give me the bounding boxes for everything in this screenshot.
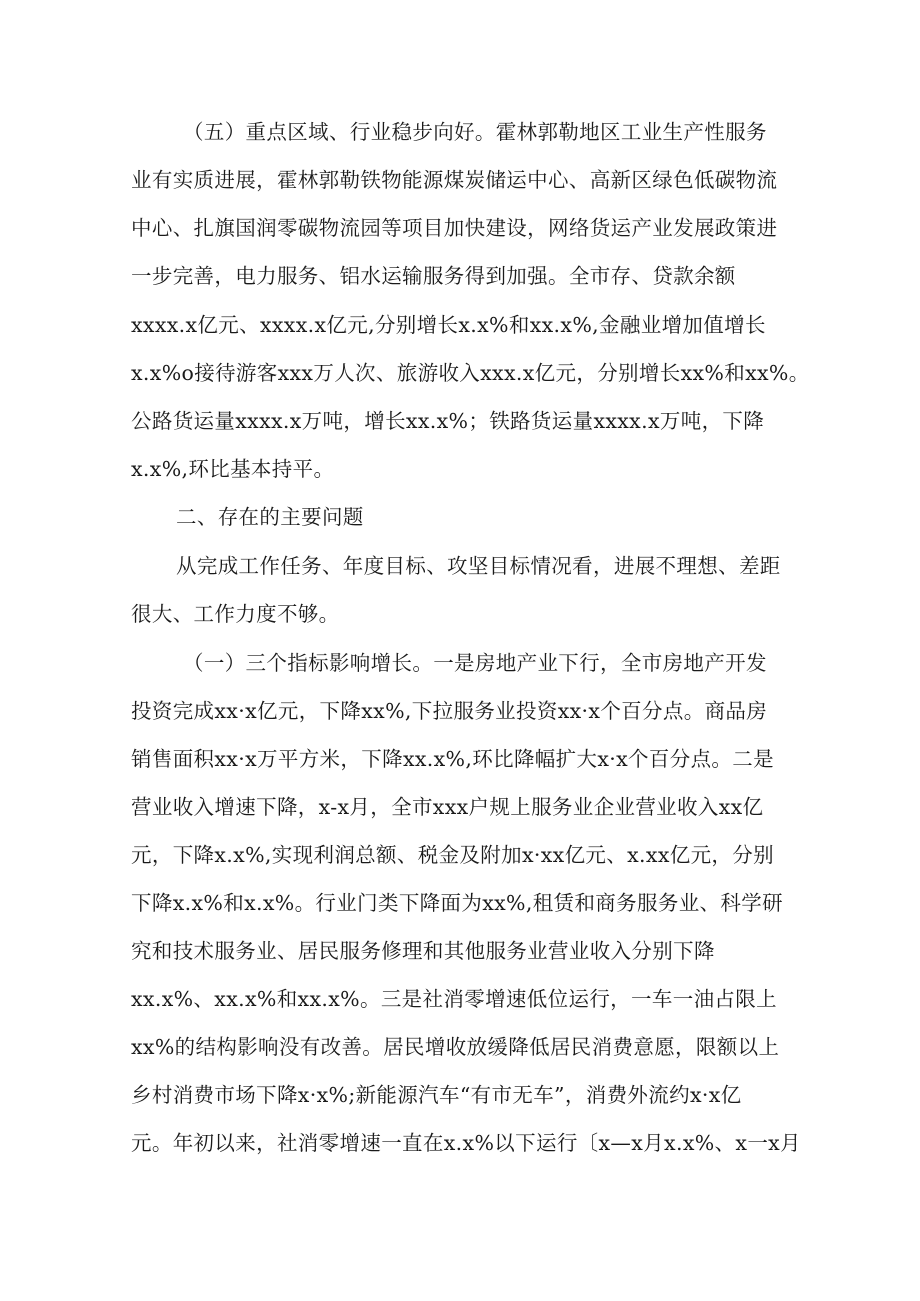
paragraph-line: （五）重点区域、行业稳步向好。霍林郭勒地区工业生产性服务 [183,120,767,144]
paragraph-line: 很大、工作力度不够。 [131,602,340,626]
paragraph-line: x.x%,环比基本持平。 [131,457,335,481]
paragraph-line: 业有实质进展，霍林郭勒铁物能源煤炭储运中心、高新区绿色低碳物流 [131,168,778,192]
paragraph-line: 元，下降x.x%,实现利润总额、税金及附加x·xx亿元、x.xx亿元，分别 [131,843,774,867]
paragraph-line: 投资完成xx·x亿元，下降xx%,下拉服务业投资xx·x个百分点。商品房 [131,699,768,723]
paragraph-line: xx%的结构影响没有改善。居民增收放缓降低居民消费意愿，限额以上 [131,1035,780,1059]
paragraph-line: 一步完善，电力服务、铝水运输服务得到加强。全市存、贷款余额 [131,264,736,288]
paragraph-line: 从完成工作任务、年度目标、攻坚目标情况看，进展不理想、差距 [176,554,781,578]
paragraph-line: 乡村消费市场下降x·x%;新能源汽车“有市无车”，消费外流约x·x亿 [131,1083,742,1107]
paragraph-line: （一）三个指标影响增长。一是房地产业下行，全市房地产开发 [183,651,767,675]
paragraph-line: 公路货运量xxxx.x万吨，增长xx.x%；铁路货运量xxxx.x万吨，下降 [131,409,765,433]
paragraph-line: 下降x.x%和x.x%。行业门类下降面为xx%,租赁和商务服务业、科学研 [131,891,783,915]
paragraph-line: 中心、扎旗国润零碳物流园等项目加快建设，网络货运产业发展政策进 [131,216,778,240]
paragraph-line: 究和技术服务业、居民服务修理和其他服务业营业收入分别下降 [131,939,715,963]
paragraph-line: 元。年初以来，社消零增速一直在x.x%以下运行〔x—x月x.x%、x一x月 [131,1131,801,1155]
paragraph-line: xxxx.x亿元、xxxx.x亿元,分别增长x.x%和xx.x%,金融业增加值增长 [131,313,766,337]
paragraph-line: 营业收入增速下降，x-x月，全市xxx户规上服务业企业营业收入xx亿 [131,795,764,819]
paragraph-line: xx.x%、xx.x%和xx.x%。三是社消零增速低位运行，一车一油占限上 [131,987,777,1011]
section-heading: 二、存在的主要问题 [176,505,364,529]
paragraph-line: x.x%o接待游客xxx万人次、旅游收入xxx.x亿元，分别增长xx%和xx%。 [131,361,810,385]
paragraph-line: 销售面积xx·x万平方米，下降xx.x%,环比降幅扩大x·x个百分点。二是 [131,747,774,771]
